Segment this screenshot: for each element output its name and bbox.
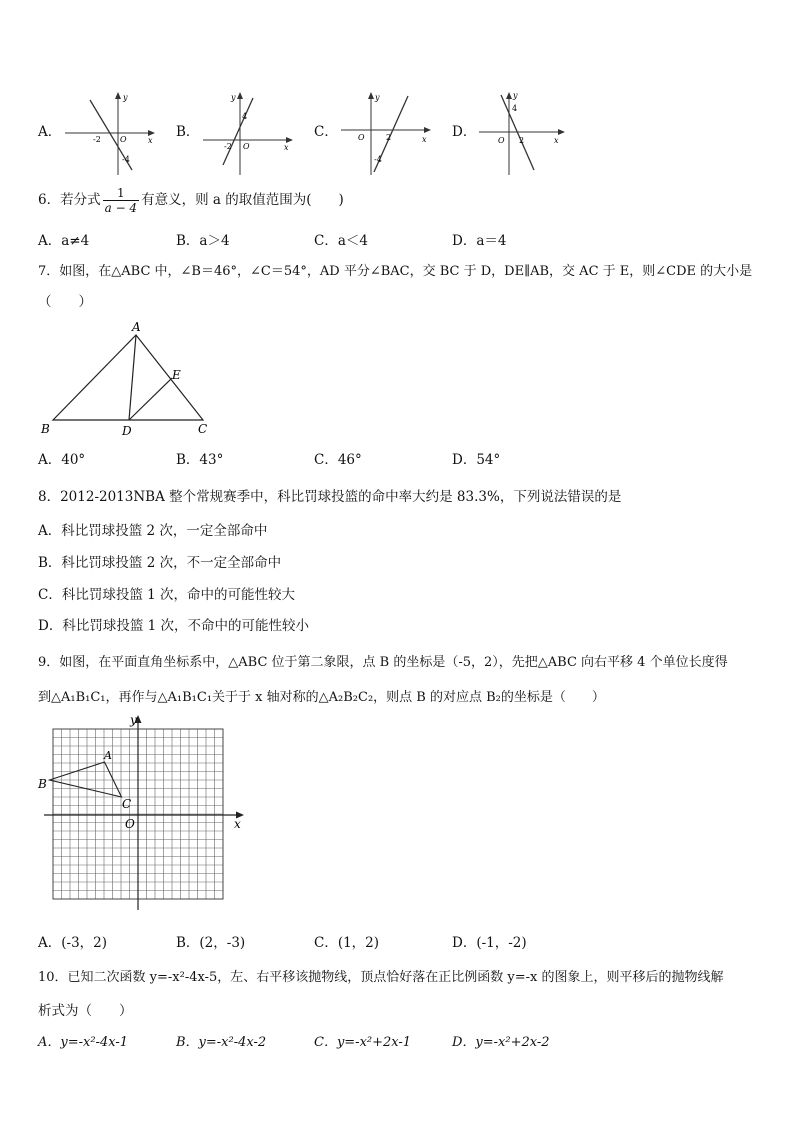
q10-option-b: B．y=-x²-4x-2 (176, 1035, 267, 1050)
q7-option-b: B．43° (176, 452, 224, 468)
q5-option-b (176, 90, 289, 180)
tick: 2 (519, 136, 525, 145)
q9-option-d: D．(-1，-2) (452, 935, 527, 951)
x-axis-label: x (234, 817, 241, 831)
tick: x (148, 136, 153, 145)
q5-option-a (38, 90, 153, 180)
q7-option-d: D．54° (452, 452, 501, 468)
point-e-label: E (172, 368, 181, 382)
q9-option-a: A．(-3，2) (38, 935, 108, 951)
q8-option-b: B．科比罚球投篮 2 次，不一定全部命中 (38, 555, 282, 571)
tick: O (243, 142, 250, 151)
option-label: B． (176, 124, 200, 140)
tick: -2 (93, 135, 101, 144)
q10-option-c: C．y=-x²+2x-1 (314, 1035, 412, 1050)
graph-c (336, 90, 436, 180)
q10-option-d: D．y=-x²+2x-2 (452, 1035, 550, 1050)
q7-stem: 7．如图，在△ABC 中，∠B＝46°，∠C＝54°，AD 平分∠BAC，交 BC 于 D，DE∥AB，交 AC 于 E，则∠CDE 的大小是 (38, 264, 753, 279)
point-c-label: C (122, 797, 132, 811)
point-b-label: B (41, 422, 50, 436)
graph-a (60, 90, 160, 180)
option-label: D． (452, 124, 477, 140)
q6-stem (38, 186, 344, 215)
q6-suffix: 有意义，则 a 的取值范围为( ) (141, 192, 344, 208)
q7-option-c: C．46° (314, 452, 362, 468)
point-b-label: B (38, 777, 47, 791)
tick: O (358, 133, 365, 142)
tick: x (554, 136, 559, 145)
graph-b (198, 90, 298, 180)
tick: 4 (242, 112, 248, 121)
point-a-label: A (132, 320, 141, 334)
q6-prefix: 6．若分式 (38, 192, 101, 208)
q7-triangle-figure (38, 315, 228, 440)
tick: y (375, 93, 380, 102)
q9-stem-line1: 9．如图，在平面直角坐标系中，△ABC 位于第二象限，点 B 的坐标是（-5，2），先把△ABC 向右平移 4 个单位长度得 (38, 655, 728, 670)
q9-option-b: B．(2，-3) (176, 935, 246, 951)
q8-option-c: C．科比罚球投篮 1 次，命中的可能性较大 (38, 587, 296, 603)
graph-d (474, 90, 574, 180)
q10-stem-line1: 10．已知二次函数 y=-x²-4x-5，左、右平移该抛物线，顶点恰好落在正比例函数 y=-x 的图象上，则平移后的抛物线解 (38, 970, 724, 985)
option-label: C． (314, 124, 338, 140)
option-label: A． (38, 124, 62, 140)
point-d-label: D (122, 424, 132, 438)
tick: y (123, 93, 128, 102)
q9-stem-line2: 到△A₁B₁C₁，再作与△A₁B₁C₁关于于 x 轴对称的△A₂B₂C₂，则点 B 的对应点 B₂的坐标是（ ） (38, 690, 605, 705)
q6-option-b: B．a＞4 (176, 233, 230, 249)
origin-label: O (125, 817, 135, 831)
q6-fraction (103, 186, 139, 215)
tick: -2 (224, 142, 232, 151)
tick: 4 (512, 104, 518, 113)
tick: O (120, 135, 127, 144)
tick: x (422, 135, 427, 144)
q7-option-a: A．40° (38, 452, 86, 468)
point-c-label: C (198, 422, 208, 436)
tick: x (284, 143, 289, 152)
tick: y (513, 91, 518, 100)
point-a-label: A (104, 749, 112, 762)
tick: y (231, 93, 236, 102)
q8-stem: 8．2012-2013NBA 整个常规赛季中，科比罚球投篮的命中率大约是 83.3%，下列说法错误的是 (38, 489, 622, 505)
q6-option-c: C．a＜4 (314, 233, 368, 249)
q8-option-a: A．科比罚球投篮 2 次，一定全部命中 (38, 523, 268, 539)
q10-stem-line2: 析式为（ ） (38, 1003, 133, 1019)
y-axis-label: y (130, 713, 137, 727)
frac-numerator: 1 (103, 186, 139, 201)
q10-option-a: A．y=-x²-4x-1 (38, 1035, 128, 1050)
tick: O (498, 136, 505, 145)
tick: 2 (386, 133, 392, 142)
q6-option-a: A．a≠4 (38, 233, 90, 249)
q8-option-d: D．科比罚球投篮 1 次，不命中的可能性较小 (38, 618, 309, 634)
q9-option-c: C．(1，2) (314, 935, 380, 951)
q7-paren: （ ） (38, 294, 92, 310)
q6-option-d: D．a＝4 (452, 233, 507, 249)
frac-denominator: a − 4 (104, 201, 138, 215)
q5-option-c (314, 90, 427, 180)
q9-coordinate-grid (36, 712, 251, 912)
tick: -4 (374, 155, 382, 164)
q5-option-d (452, 90, 562, 180)
tick: -4 (122, 155, 130, 164)
